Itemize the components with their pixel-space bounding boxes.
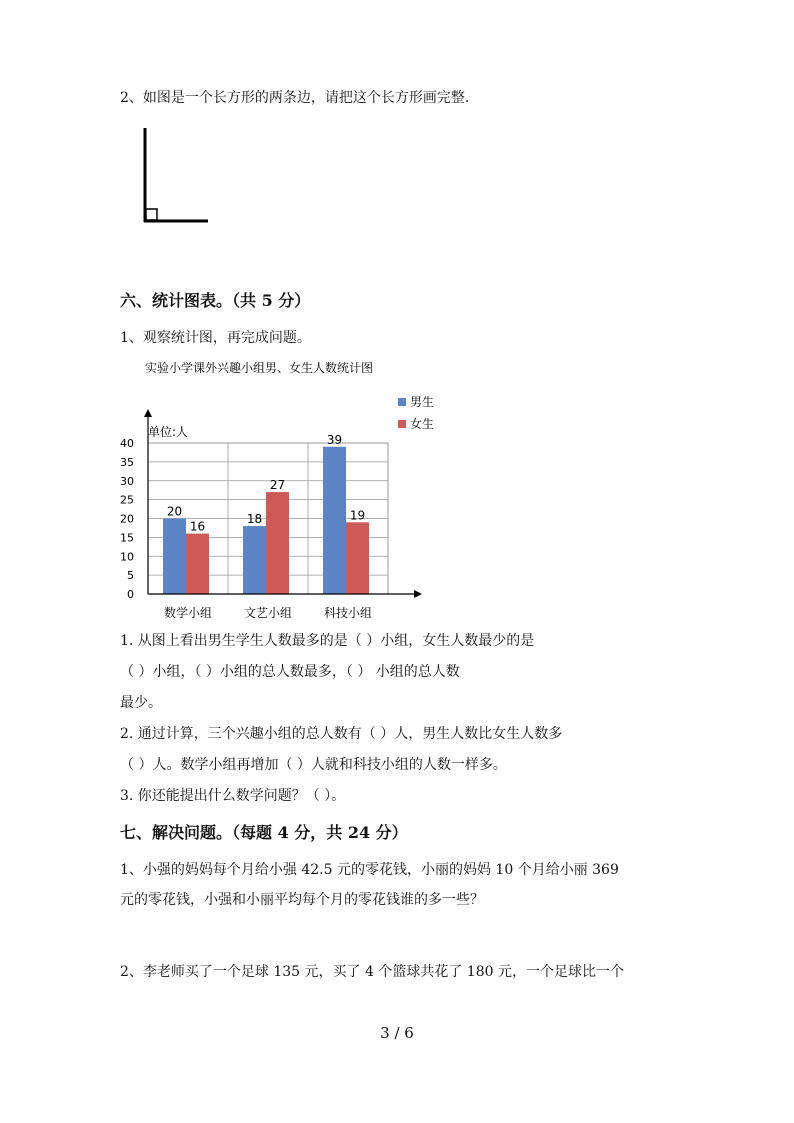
chart-legend — [398, 394, 434, 431]
y-tick-label: 15 — [120, 531, 134, 545]
legend-swatch-男生 — [398, 398, 406, 406]
question-5-2: 2、如图是一个长方形的两条边，请把这个长方形画完整. — [120, 90, 470, 106]
bar-男生-科技小组 — [323, 447, 346, 594]
y-tick-label: 35 — [120, 455, 134, 469]
right-angle-figure — [130, 120, 220, 230]
question-6-line-3: 最少。 — [120, 695, 162, 711]
data-label: 27 — [269, 478, 286, 493]
bar-女生-科技小组 — [346, 522, 369, 594]
legend-label-男生: 男生 — [410, 395, 435, 409]
question-6-line-4: 2. 通过计算，三个兴趣小组的总人数有（ ）人，男生人数比女生人数多 — [120, 726, 563, 742]
bar-男生-文艺小组 — [243, 526, 266, 594]
data-label: 20 — [166, 504, 183, 519]
bar-chart — [110, 350, 450, 625]
y-tick-label: 5 — [127, 569, 134, 583]
legend-label-女生: 女生 — [410, 417, 435, 431]
y-tick-label: 25 — [120, 493, 134, 507]
right-angle-mark — [146, 209, 157, 220]
chart-title: 实验小学课外兴趣小组男、女生人数统计图 — [145, 361, 374, 375]
bar-男生-数学小组 — [163, 519, 186, 595]
question-6-line-2: （ ）小组，（ ）小组的总人数最多，（ ） 小组的总人数 — [120, 664, 460, 680]
data-label: 16 — [189, 519, 206, 534]
question-6-line-6: 3. 你还能提出什么数学问题？（ ）。 — [120, 788, 346, 804]
y-tick-label: 0 — [127, 588, 134, 601]
bar-女生-数学小组 — [186, 534, 209, 594]
question-6-1-intro: 1、观察统计图，再完成问题。 — [120, 330, 311, 346]
data-label: 39 — [326, 432, 343, 447]
y-tick-label: 20 — [120, 512, 134, 526]
question-7-1-line-2: 元的零花钱，小强和小丽平均每个月的零花钱谁的多一些？ — [120, 892, 484, 908]
x-category-label: 科技小组 — [323, 606, 373, 620]
question-6-line-5: （ ）人。数学小组再增加（ ）人就和科技小组的人数一样多。 — [120, 757, 507, 773]
legend-swatch-女生 — [398, 420, 406, 428]
x-category-label: 文艺小组 — [243, 606, 293, 620]
question-6-line-1: 1. 从图上看出男生学生人数最多的是（ ）小组，女生人数最少的是 — [120, 633, 535, 649]
y-tick-label: 10 — [120, 550, 134, 564]
x-axis-arrow — [414, 590, 422, 598]
section-6-title: 六、统计图表。（共 5 分） — [120, 291, 311, 310]
question-7-1-line-1: 1、小强的妈妈每个月给小强 42.5 元的零花钱，小丽的妈妈 10 个月给小丽 369 — [120, 862, 619, 878]
page-number: 3 / 6 — [380, 1024, 414, 1042]
x-category-label: 数学小组 — [163, 606, 213, 620]
section-7-title: 七、解决问题。（每题 4 分，共 24 分） — [120, 823, 408, 842]
y-tick-label: 40 — [120, 437, 134, 450]
bar-女生-文艺小组 — [266, 492, 289, 594]
data-label: 19 — [349, 508, 366, 523]
y-tick-label: 30 — [120, 474, 134, 488]
y-axis-arrow — [144, 409, 152, 417]
question-7-2: 2、李老师买了一个足球 135 元，买了 4 个篮球共花了 180 元，一个足球比一个 — [120, 964, 624, 980]
data-label: 18 — [246, 512, 263, 527]
chart-unit-label: 单位:人 — [148, 425, 189, 439]
